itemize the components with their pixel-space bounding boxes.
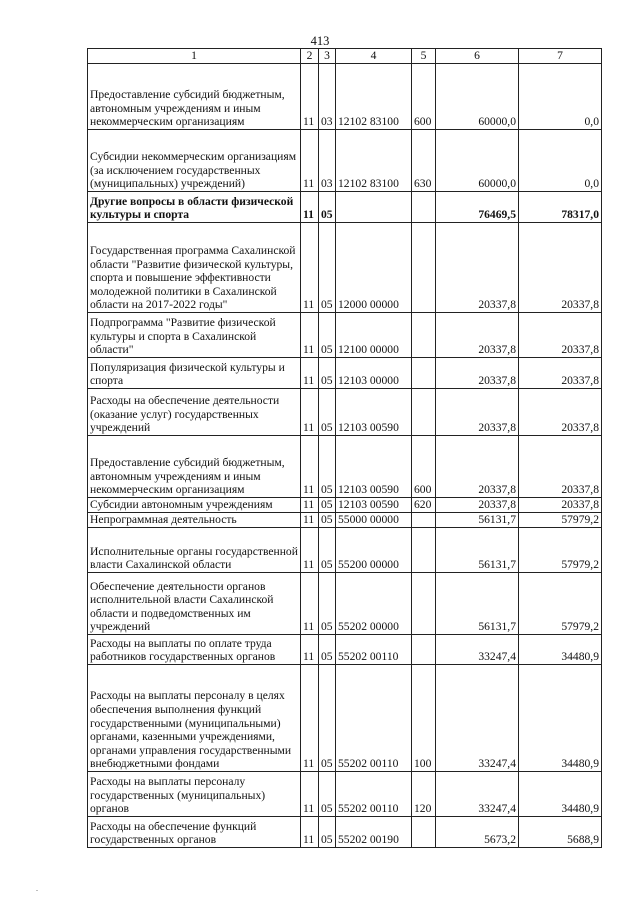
table-row (88, 817, 602, 848)
row-amount-year2: 20337,8 (519, 358, 602, 389)
row-amount-year1: 20337,8 (436, 223, 519, 313)
row-subsection: 05 (319, 528, 336, 573)
table-row (88, 528, 602, 573)
row-target-code: 12100 00000 (336, 313, 412, 358)
row-name: Популяризация физической культуры и спорта (88, 358, 301, 389)
row-target-code: 55200 00000 (336, 528, 412, 573)
row-amount-year1: 20337,8 (436, 313, 519, 358)
row-section: 11 (301, 635, 319, 665)
row-expense-type (412, 817, 436, 848)
page-number: 413 (310, 34, 330, 48)
row-amount-year1: 56131,7 (436, 513, 519, 528)
row-amount-year1: 76469,5 (436, 192, 519, 223)
row-target-code: 55202 00190 (336, 817, 412, 848)
row-section: 11 (301, 389, 319, 436)
row-amount-year1: 20337,8 (436, 436, 519, 498)
row-subsection: 05 (319, 223, 336, 313)
row-subsection: 05 (319, 573, 336, 635)
row-name: Непрограммная деятельность (88, 513, 301, 528)
row-subsection: 05 (319, 358, 336, 389)
row-expense-type: 600 (412, 436, 436, 498)
table-row (88, 498, 602, 513)
row-subsection: 05 (319, 192, 336, 223)
row-amount-year2: 78317,0 (519, 192, 602, 223)
row-amount-year2: 0,0 (519, 130, 602, 192)
table-row (88, 223, 602, 313)
table-row (88, 313, 602, 358)
header-cell: 1 (88, 49, 301, 64)
row-expense-type (412, 635, 436, 665)
header-cell: 3 (319, 49, 336, 64)
row-amount-year1: 33247,4 (436, 772, 519, 817)
row-name: Исполнительные органы государственной власти Сахалинской области (88, 528, 301, 573)
row-target-code: 12103 00590 (336, 436, 412, 498)
row-amount-year1: 5673,2 (436, 817, 519, 848)
row-expense-type (412, 313, 436, 358)
row-expense-type (412, 528, 436, 573)
row-target-code: 12103 00590 (336, 389, 412, 436)
row-subsection: 03 (319, 130, 336, 192)
table-row (88, 64, 602, 130)
row-expense-type: 100 (412, 665, 436, 772)
row-target-code (336, 192, 412, 223)
row-target-code: 12103 00000 (336, 358, 412, 389)
row-amount-year2: 20337,8 (519, 223, 602, 313)
row-name: Обеспечение деятельности органов исполнительной власти Сахалинской области и подведомственных им учреждений (88, 573, 301, 635)
row-section: 11 (301, 817, 319, 848)
row-amount-year1: 56131,7 (436, 528, 519, 573)
row-section: 11 (301, 64, 319, 130)
table-row (88, 192, 602, 223)
row-section: 11 (301, 130, 319, 192)
row-amount-year1: 60000,0 (436, 130, 519, 192)
row-amount-year2: 20337,8 (519, 436, 602, 498)
row-expense-type (412, 513, 436, 528)
row-section: 11 (301, 528, 319, 573)
row-amount-year2: 5688,9 (519, 817, 602, 848)
row-amount-year1: 20337,8 (436, 498, 519, 513)
row-section: 11 (301, 358, 319, 389)
row-target-code: 12102 83100 (336, 130, 412, 192)
row-name: Субсидии автономным учреждениям (88, 498, 301, 513)
row-section: 11 (301, 313, 319, 358)
row-section: 11 (301, 665, 319, 772)
table-row (88, 513, 602, 528)
row-section: 11 (301, 436, 319, 498)
budget-table (87, 48, 602, 848)
row-expense-type: 120 (412, 772, 436, 817)
header-cell: 7 (519, 49, 602, 64)
table-row (88, 358, 602, 389)
table-row (88, 389, 602, 436)
header-row (88, 49, 602, 64)
row-name: Расходы на обеспечение функций государственных органов (88, 817, 301, 848)
table-row (88, 573, 602, 635)
header-cell: 4 (336, 49, 412, 64)
row-amount-year2: 34480,9 (519, 635, 602, 665)
row-target-code: 55202 00110 (336, 635, 412, 665)
row-amount-year2: 34480,9 (519, 772, 602, 817)
row-name: Предоставление субсидий бюджетным, автономным учреждениям и иным некоммерческим организациям (88, 64, 301, 130)
row-name: Субсидии некоммерческим организациям (за исключением государственных (муниципальных) учреждений) (88, 130, 301, 192)
row-section: 11 (301, 573, 319, 635)
row-section: 11 (301, 498, 319, 513)
row-name: Расходы на выплаты по оплате труда работников государственных органов (88, 635, 301, 665)
row-subsection: 05 (319, 665, 336, 772)
row-expense-type: 600 (412, 64, 436, 130)
row-target-code: 55202 00110 (336, 772, 412, 817)
row-amount-year2: 57979,2 (519, 528, 602, 573)
row-amount-year2: 20337,8 (519, 389, 602, 436)
row-target-code: 55000 00000 (336, 513, 412, 528)
row-target-code: 55202 00000 (336, 573, 412, 635)
row-expense-type (412, 358, 436, 389)
row-section: 11 (301, 192, 319, 223)
row-expense-type (412, 192, 436, 223)
table-row (88, 436, 602, 498)
row-subsection: 05 (319, 817, 336, 848)
header-cell: 6 (436, 49, 519, 64)
row-name: Расходы на обеспечение деятельности (оказание услуг) государственных учреждений (88, 389, 301, 436)
row-name: Расходы на выплаты персоналу государственных (муниципальных) органов (88, 772, 301, 817)
header-cell: 5 (412, 49, 436, 64)
row-amount-year2: 20337,8 (519, 313, 602, 358)
row-amount-year1: 33247,4 (436, 665, 519, 772)
row-section: 11 (301, 223, 319, 313)
row-expense-type (412, 573, 436, 635)
row-section: 11 (301, 772, 319, 817)
table-body (88, 49, 602, 848)
row-expense-type (412, 223, 436, 313)
table-row (88, 772, 602, 817)
row-name: Расходы на выплаты персоналу в целях обеспечения выполнения функций государственными (муниципальными) органами, казенными учреждениями, органами управления государственными внебюджетными фондами (88, 665, 301, 772)
row-subsection: 05 (319, 498, 336, 513)
row-subsection: 05 (319, 313, 336, 358)
row-subsection: 05 (319, 635, 336, 665)
row-amount-year2: 34480,9 (519, 665, 602, 772)
row-target-code: 12103 00590 (336, 498, 412, 513)
row-subsection: 03 (319, 64, 336, 130)
row-name: Государственная программа Сахалинской области "Развитие физической культуры, спорта и повышение эффективности молодежной политики в Сахалинской области на 2017-2022 годы" (88, 223, 301, 313)
row-target-code: 12102 83100 (336, 64, 412, 130)
row-name: Другие вопросы в области физической культуры и спорта (88, 192, 301, 223)
row-subsection: 05 (319, 772, 336, 817)
row-target-code: 55202 00110 (336, 665, 412, 772)
row-amount-year2: 20337,8 (519, 498, 602, 513)
row-amount-year1: 20337,8 (436, 358, 519, 389)
row-expense-type: 630 (412, 130, 436, 192)
row-name: Предоставление субсидий бюджетным, автономным учреждениям и иным некоммерческим организациям (88, 436, 301, 498)
row-amount-year2: 57979,2 (519, 513, 602, 528)
table-row (88, 665, 602, 772)
row-expense-type (412, 389, 436, 436)
row-section: 11 (301, 513, 319, 528)
row-amount-year2: 0,0 (519, 64, 602, 130)
row-name: Подпрограмма "Развитие физической культуры и спорта в Сахалинской области" (88, 313, 301, 358)
row-subsection: 05 (319, 389, 336, 436)
footer-mark: . (36, 884, 38, 893)
row-subsection: 05 (319, 436, 336, 498)
row-subsection: 05 (319, 513, 336, 528)
row-amount-year1: 20337,8 (436, 389, 519, 436)
row-amount-year1: 33247,4 (436, 635, 519, 665)
table-row (88, 130, 602, 192)
row-amount-year2: 57979,2 (519, 573, 602, 635)
row-amount-year1: 56131,7 (436, 573, 519, 635)
row-expense-type: 620 (412, 498, 436, 513)
row-target-code: 12000 00000 (336, 223, 412, 313)
row-amount-year1: 60000,0 (436, 64, 519, 130)
header-cell: 2 (301, 49, 319, 64)
table-row (88, 635, 602, 665)
